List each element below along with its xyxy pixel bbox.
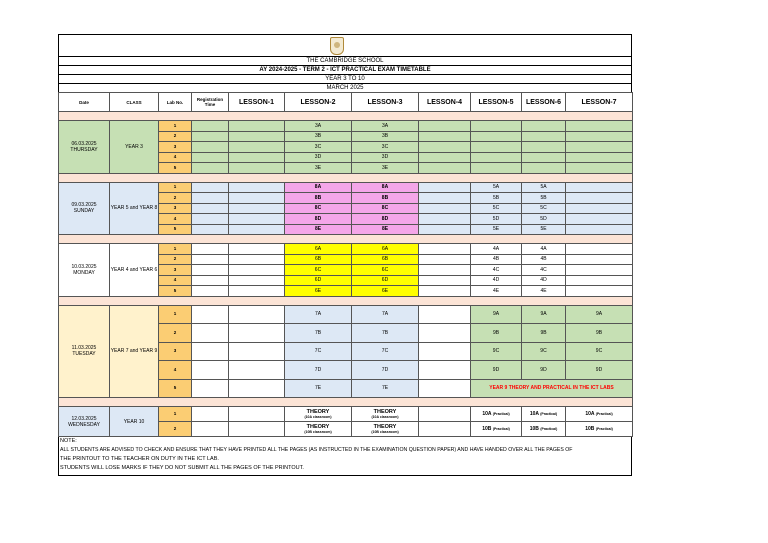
- lesson-3-cell: 6C: [352, 265, 419, 276]
- col-lesson-3: LESSON-3: [352, 93, 419, 112]
- lesson-5-cell: 9B: [471, 324, 522, 343]
- class-cell: YEAR 5 and YEAR 8: [110, 182, 159, 235]
- lesson-2-cell: 7A: [285, 305, 352, 324]
- lab-number: 3: [159, 265, 192, 276]
- school-logo-row: [58, 34, 632, 56]
- lesson-2-cell: 7B: [285, 324, 352, 343]
- col-lesson-2: LESSON-2: [285, 93, 352, 112]
- lesson-2-cell: 7C: [285, 342, 352, 361]
- lesson-3-cell: 6E: [352, 286, 419, 297]
- col-lesson-6: LESSON-6: [522, 93, 566, 112]
- lesson-3-cell: 8E: [352, 224, 419, 235]
- date-cell: [59, 121, 110, 174]
- lesson-2-cell: 7E: [285, 379, 352, 398]
- lesson-6-cell: 5C: [522, 203, 566, 214]
- note-heading: NOTE:: [60, 438, 77, 444]
- timetable-sheet: [58, 34, 632, 476]
- class-cell: YEAR 7 and YEAR 9: [110, 305, 159, 398]
- date-cell: [59, 182, 110, 235]
- theory-label: THEORY: [373, 409, 397, 415]
- lab-number: 3: [159, 142, 192, 153]
- lesson-7-cell: 9B: [566, 324, 633, 343]
- lesson-3-cell: 6B: [352, 254, 419, 265]
- col-lesson-4: LESSON-4: [419, 93, 471, 112]
- lesson-6-cell: 4B: [522, 254, 566, 265]
- lesson-2-cell: [285, 422, 352, 437]
- lab-number: 5: [159, 379, 192, 398]
- lesson-2-cell: 6B: [285, 254, 352, 265]
- lesson-2-cell: 3E: [285, 163, 352, 174]
- table-row: [59, 244, 633, 255]
- lab-number: 1: [159, 305, 192, 324]
- practical-label: (Practical): [595, 412, 613, 416]
- practical-label: (Practical): [492, 412, 510, 416]
- lesson-5-cell: 5E: [471, 224, 522, 235]
- date: 10.03.2025: [71, 263, 97, 270]
- lab-number: 2: [159, 193, 192, 204]
- lesson-5-cell: [471, 422, 522, 437]
- lesson-2-cell: 7D: [285, 361, 352, 380]
- exam-timetable: [58, 92, 633, 437]
- lesson-3-cell: 7D: [352, 361, 419, 380]
- lesson-6-cell: 5E: [522, 224, 566, 235]
- lesson-3-cell: 8A: [352, 182, 419, 193]
- col-class: CLASS: [110, 93, 159, 112]
- date: 11.03.2025: [71, 345, 97, 352]
- col-lesson-5: LESSON-5: [471, 93, 522, 112]
- lesson-6-cell: 9D: [522, 361, 566, 380]
- lesson-3-cell: 3D: [352, 152, 419, 163]
- practical-class: 10A: [482, 411, 492, 417]
- lesson-3-cell: 7C: [352, 342, 419, 361]
- lesson-6-cell: 5B: [522, 193, 566, 204]
- lab-number: 4: [159, 152, 192, 163]
- lesson-3-cell: 3B: [352, 131, 419, 142]
- practical-label: (Practical): [595, 427, 613, 431]
- practical-class: 10A: [529, 411, 539, 417]
- lesson-6-cell: 4D: [522, 275, 566, 286]
- table-row: [59, 407, 633, 422]
- lesson-2-cell: 6E: [285, 286, 352, 297]
- lesson-5-cell: 9C: [471, 342, 522, 361]
- lesson-3-cell: 3C: [352, 142, 419, 153]
- lesson-5-cell: 9D: [471, 361, 522, 380]
- note-line: THE PRINTOUT TO THE TEACHER ON DUTY IN THE ICT LAB.: [60, 456, 219, 462]
- col-lesson-7: LESSON-7: [566, 93, 633, 112]
- lab-number: 2: [159, 324, 192, 343]
- lesson-3-cell: [352, 407, 419, 422]
- lab-number: 3: [159, 203, 192, 214]
- lesson-6-cell: [522, 407, 566, 422]
- lesson-6-cell: 4E: [522, 286, 566, 297]
- lesson-5-cell: 5D: [471, 214, 522, 225]
- lesson-6-cell: 4A: [522, 244, 566, 255]
- lesson-2-cell: 3A: [285, 121, 352, 132]
- practical-class: 10A: [585, 411, 595, 417]
- weekday: THURSDAY: [70, 146, 98, 153]
- theory-label: THEORY: [373, 424, 397, 430]
- lesson-5-cell: 5B: [471, 193, 522, 204]
- weekday: MONDAY: [73, 269, 95, 276]
- lesson-7-cell: 9D: [566, 361, 633, 380]
- practical-class: 10B: [585, 426, 595, 432]
- practical-class: 10B: [482, 426, 492, 432]
- lab-number: 1: [159, 407, 192, 422]
- lesson-2-cell: 8B: [285, 193, 352, 204]
- lesson-2-cell: 8D: [285, 214, 352, 225]
- month-label: MARCH 2025: [58, 83, 632, 92]
- lesson-6-cell: [522, 422, 566, 437]
- class-cell: YEAR 10: [110, 407, 159, 437]
- date: 12.03.2025: [71, 415, 97, 422]
- weekday: WEDNESDAY: [68, 421, 100, 428]
- col-registration: Registration Time: [192, 93, 229, 112]
- lesson-2-cell: 6A: [285, 244, 352, 255]
- lab-number: 5: [159, 163, 192, 174]
- lesson-3-cell: 3A: [352, 121, 419, 132]
- year-9-note: YEAR 9 THEORY AND PRACTICAL IN THE ICT LABS: [471, 379, 633, 398]
- lesson-2-cell: 6D: [285, 275, 352, 286]
- practical-label: (Practical): [492, 427, 510, 431]
- practical-label: (Practical): [540, 427, 558, 431]
- lesson-7-cell: [566, 422, 633, 437]
- lesson-3-cell: [352, 422, 419, 437]
- lab-number: 1: [159, 244, 192, 255]
- col-date: Date: [59, 93, 110, 112]
- table-row: [59, 305, 633, 324]
- lab-number: 4: [159, 214, 192, 225]
- lab-number: 1: [159, 121, 192, 132]
- lab-number: 5: [159, 286, 192, 297]
- note-line: STUDENTS WILL LOSE MARKS IF THEY DO NOT SUBMIT ALL THE PAGES OF THE PRINTOUT.: [60, 465, 304, 471]
- theory-label: THEORY: [306, 424, 330, 430]
- note-line: ALL STUDENTS ARE ADVISED TO CHECK AND ENSURE THAT THEY HAVE PRINTED ALL THE PAGES (AS INSTRUCTED IN THE EXAMINATION QUESTION PAPER) AND HAVE HANDED OVER ALL THE PAGES OF: [60, 447, 573, 453]
- practical-class: 10B: [529, 426, 539, 432]
- notes-section: [58, 437, 632, 476]
- lesson-6-cell: 5D: [522, 214, 566, 225]
- school-crest-icon: [330, 37, 344, 55]
- date-cell: [59, 407, 110, 437]
- lesson-6-cell: 9A: [522, 305, 566, 324]
- lesson-7-cell: 9C: [566, 342, 633, 361]
- lab-number: 2: [159, 422, 192, 437]
- column-header-row: [59, 93, 633, 112]
- lesson-5-cell: [471, 407, 522, 422]
- lesson-2-cell: 8C: [285, 203, 352, 214]
- theory-room: (10B classroom): [371, 430, 399, 434]
- table-row: [59, 182, 633, 193]
- date: 09.03.2025: [71, 202, 97, 209]
- lesson-3-cell: 7A: [352, 305, 419, 324]
- weekday: SUNDAY: [73, 208, 95, 215]
- table-row: [59, 121, 633, 132]
- class-cell: YEAR 4 and YEAR 6: [110, 244, 159, 297]
- theory-room: (10A classroom): [304, 415, 332, 419]
- lesson-3-cell: 7B: [352, 324, 419, 343]
- date: 06.03.2025: [71, 140, 97, 147]
- lesson-5-cell: 9A: [471, 305, 522, 324]
- lesson-7-cell: 9A: [566, 305, 633, 324]
- lesson-2-cell: 3B: [285, 131, 352, 142]
- lesson-2-cell: 8E: [285, 224, 352, 235]
- lesson-3-cell: 7E: [352, 379, 419, 398]
- lesson-3-cell: 6D: [352, 275, 419, 286]
- lesson-7-cell: [566, 407, 633, 422]
- class-cell: YEAR 3: [110, 121, 159, 174]
- theory-room: (10B classroom): [304, 430, 332, 434]
- lesson-5-cell: 4D: [471, 275, 522, 286]
- lesson-5-cell: 5C: [471, 203, 522, 214]
- lesson-5-cell: 4C: [471, 265, 522, 276]
- practical-label: (Practical): [540, 412, 558, 416]
- lesson-3-cell: 8C: [352, 203, 419, 214]
- weekday: TUESDAY: [72, 351, 96, 358]
- lesson-2-cell: 8A: [285, 182, 352, 193]
- lesson-3-cell: 6A: [352, 244, 419, 255]
- lesson-6-cell: 9C: [522, 342, 566, 361]
- lesson-2-cell: 3D: [285, 152, 352, 163]
- col-lesson-1: LESSON-1: [229, 93, 285, 112]
- lesson-5-cell: 4B: [471, 254, 522, 265]
- col-lab: Lab No.: [159, 93, 192, 112]
- lesson-3-cell: 8D: [352, 214, 419, 225]
- lesson-3-cell: 3E: [352, 163, 419, 174]
- school-name: THE CAMBRIDGE SCHOOL: [58, 56, 632, 65]
- lesson-5-cell: 5A: [471, 182, 522, 193]
- date-cell: [59, 305, 110, 398]
- theory-room: (10A classroom): [371, 415, 399, 419]
- year-range: YEAR 3 TO 10: [58, 74, 632, 83]
- lab-number: 3: [159, 342, 192, 361]
- lab-number: 1: [159, 182, 192, 193]
- date-cell: [59, 244, 110, 297]
- theory-label: THEORY: [306, 409, 330, 415]
- lab-number: 4: [159, 361, 192, 380]
- lesson-6-cell: 4C: [522, 265, 566, 276]
- lesson-6-cell: 9B: [522, 324, 566, 343]
- lesson-2-cell: [285, 407, 352, 422]
- lesson-6-cell: 5A: [522, 182, 566, 193]
- lab-number: 5: [159, 224, 192, 235]
- lesson-3-cell: 8B: [352, 193, 419, 204]
- lab-number: 2: [159, 131, 192, 142]
- timetable-title: AY 2024-2025 - TERM 2 - ICT PRACTICAL EXAM TIMETABLE: [58, 65, 632, 74]
- lesson-2-cell: 6C: [285, 265, 352, 276]
- lesson-5-cell: 4A: [471, 244, 522, 255]
- lesson-2-cell: 3C: [285, 142, 352, 153]
- lesson-5-cell: 4E: [471, 286, 522, 297]
- lab-number: 4: [159, 275, 192, 286]
- lab-number: 2: [159, 254, 192, 265]
